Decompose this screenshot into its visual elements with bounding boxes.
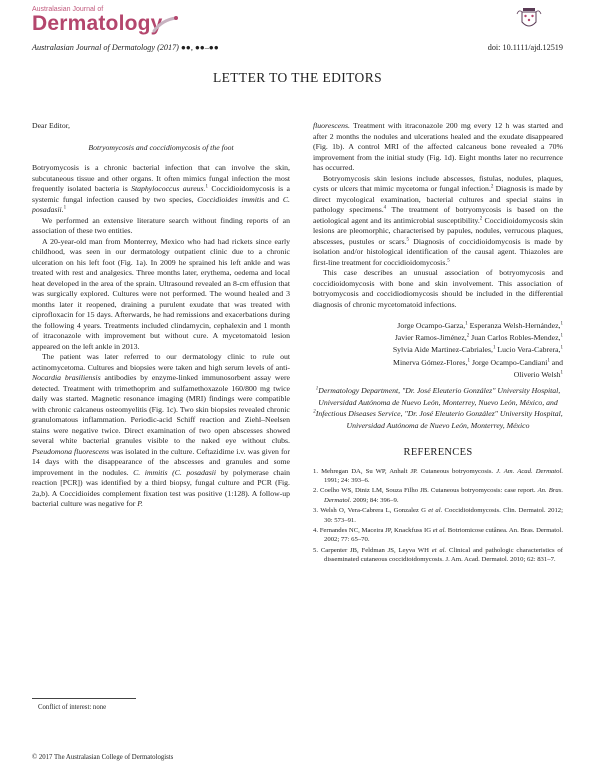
reference-item: 3. Welsh O, Vera-Cabrera L, Gonzalez G et al. Coccidioidomycosis. Clin. Dermatol. 2012; 30: 573–91. xyxy=(313,507,563,524)
paragraph-search: We performed an extensive literature search without finding reports of an association of these two entities. xyxy=(32,215,290,235)
journal-logo-small-text: Australasian Journal of xyxy=(32,6,104,13)
reference-list xyxy=(313,467,563,565)
doi: doi: 10.1111/ajd.12519 xyxy=(487,43,563,52)
author-list: Jorge Ocampo-Garza,$^1$ Esperanza Welsh-Hernández,$^1$ Javier Ramos-Jiménez,$^2$ Juan Carlos Robles-Mendez,$^1$ Sylvia Aide Martinez-Cabriales,$^1$ Lucio Vera-Cabrera,$^1$ Minerva Gómez-Flores,$^1$ Jorge Ocampo-Candiani$^1$ and Oliverio Welsh$^1$ xyxy=(392,321,563,379)
paragraph-treatment: fluorescens. Treatment with itraconazole 200 mg every 12 h was started and after 2 months the nodules and ulcerations healed and the exudate disappeared (Fig. 1b). A control MRI of the affected calcaneus bone revealed a 70% improvement from the initial study (Fig. 1d). Eight months later no recurrence has occurred. xyxy=(313,121,563,172)
paragraph-intro: Botryomycosis is a chronic bacterial infection that can involve the skin, subcutaneous tissue and other organs. It often mimics fungal infection the most frequently isolated bacteria is Staphylococcus aureus.$^1$ Coccidioidomycosis is a systemic fungal infection caused by two species, Coccidioides immitis and C. posadasii.$^1$ xyxy=(32,163,290,214)
paragraph-case: A 20-year-old man from Monterrey, Mexico who had had rickets since early childhood, was seen in our dermatology outpatient clinic due to a chronic ulceration on his left foot (Fig. 1a). In 2009 he sprained his left ankle and was treated with rest and analgesics. Three months later, erythema, oedema and local heat developed in the area of the sprain. Ultrasound revealed an 8-cm effusion that was surgically explored. Cultures were not performed. The wound healed and 3 months later it reopened, draining a purulent exudate that was treated with ciprofloxacin for 15 days. Afterwards, he had remissions and exacerbations during the following 4 years. Treatments included clindamycin, cephalexin and 1 month of itraconazole with improvement but without cure. A mycetomatoid lesion appeared on the left ankle in 2013. xyxy=(32,236,290,351)
paragraph-discussion: Botryomycosis skin lesions include abscesses, fistulas, nodules, plaques, cysts or ulcers that mimic mycetoma or fungal infection.$^2$ Diagnosis is made by direct mycological examination, bacterial cultures and special stains in pathology specimens.$^4$ The treatment of botryomycosis is based on the aetiological agent and its antimicrobial susceptibility.$^2$ Coccidioidomycosis skin lesions are pleomorphic, characterised by papules, nodules, verrucous plaques, abscesses, pustules or scars.$^5$ Diagnosis of coccidioidomycosis is made by isolation and/or histological identification of the causal agent. Thiazoles are first-line treatment for coccidioidomycosis.$^5$ xyxy=(313,173,563,267)
conflict-of-interest-note: Conflict of interest: none xyxy=(38,704,107,711)
journal-citation: Australasian Journal of Dermatology (2017) ●●, ●●–●● xyxy=(32,43,219,52)
author-affiliations: $^1$Dermatology Department, "Dr. José Eleuterio González" University Hospital, Universidad Autónoma de Nuevo León, Monterrey, Nuevo León, México, and $^2$Infectious Diseases Service, "Dr. José Eleuterio González" University Hospital, Universidad Autónoma de Nuevo León, Monterrey, México xyxy=(313,386,563,430)
journal-logo-mark-icon xyxy=(150,14,180,36)
greeting: Dear Editor, xyxy=(32,121,70,130)
reference-item: 4. Fernandes NC, Maceira JP, Knackfuss IG et al. Botriomicose cutânea. An. Bras. Dermatol. 2002; 77: 65–70. xyxy=(313,526,563,544)
reference-item: 2. Coelho WS, Diniz LM, Souza Filho JB. Cutaneous botryomycosis: case report. An. Bras. Dermatol. 2009; 84: 396–9. xyxy=(313,487,564,504)
journal-logo: Dermatology xyxy=(32,12,163,35)
paragraph-conclusion: This case describes an unusual association of botryomycosis and coccidioidomycosis with bone and skin involvement. This association of botryomycosis and coccidiodiomycosis should be included in the differential diagnosis of chronic mycetomatoid infections. xyxy=(313,268,563,309)
left-column xyxy=(32,121,290,510)
article-subtitle: Botryomycosis and coccidiomycosis of the foot xyxy=(88,142,234,152)
footnote-divider xyxy=(32,698,136,699)
paragraph-referral: The patient was later referred to our dermatology clinic to rule out actinomycetoma. Cultures and biopsies were taken and high serum levels of anti-Nocardia brasiliensis antibodies by enzyme-linked immunosorbent assay were detected. Treatment with trimethoprim and sulfamethoxazole 160/800 mg twice daily was started. Magnetic resonance imaging (MRI) findings were compatible with chronic calcaneus osteomyelitis (Fig. 1c). Two skin biopsies revealed chronic granulomatous inflammation. Periodic-acid Schiff reaction and Ziehl–Neelsen stains were negative twice. Direct examination of two open abscesses showed several white bacterial granules visible to the naked eye without clubs. Pseudomona fluorescens was isolated in the culture. Ceftazidime i.v. was given for 14 days with the disappearance of the abscesses and granules and some improvement in the nodules. C. immitis (C. posadasii by polymerase chain reaction [PCR]) was identified by a third biopsy, fungal culture and PCR (Fig. 2a,b). A Coccidioides complement fixation test was positive (1:128). A follow-up bacterial culture was negative for P. xyxy=(32,352,290,508)
copyright-line: © 2017 The Australasian College of Dermatologists xyxy=(32,754,174,761)
reference-item: 1. Mehregan DA, Su WP, Anhalt JP. Cutaneous botryomycosis. J. Am. Acad. Dermatol. 1991; 24: 393–6. xyxy=(313,467,563,485)
college-crest-icon xyxy=(514,6,544,32)
reference-item: 5. Carpenter JB, Feldman JS, Leyva WH et al. Clinical and pathologic characteristics of disseminated cutaneous coccidioidomycosis. J. Am. Acad. Dermatol. 2010; 62: 831–7. xyxy=(313,546,564,564)
references-heading: REFERENCES xyxy=(403,447,473,459)
right-column xyxy=(313,121,563,565)
section-title: LETTER TO THE EDITORS xyxy=(212,70,383,85)
